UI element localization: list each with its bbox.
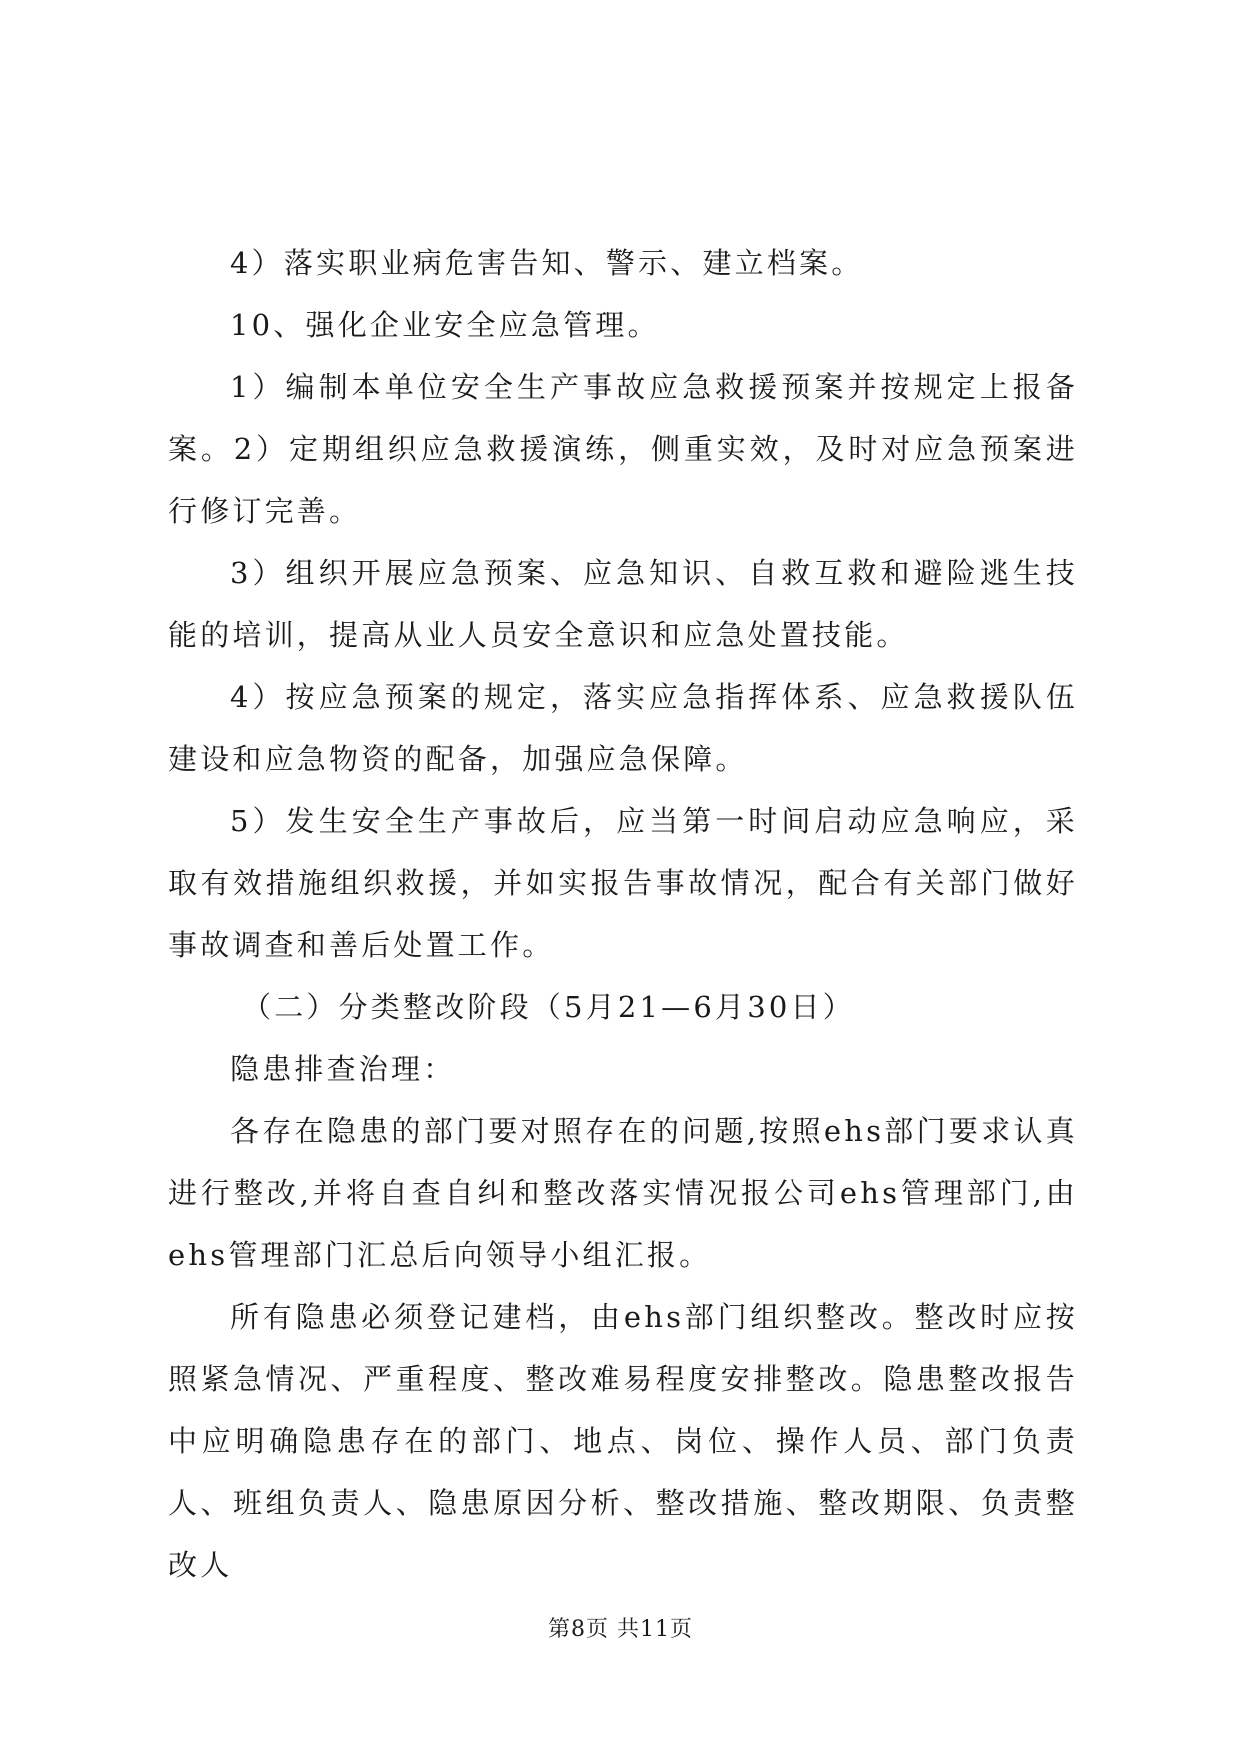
paragraph-department-rectification: 各存在隐患的部门要对照存在的问题,按照ehs部门要求认真进行整改,并将自查自纠和整改落实情况报公司ehs管理部门,由ehs管理部门汇总后向领导小组汇报。	[168, 1114, 1078, 1272]
paragraph-section-10-heading: 10、强化企业安全应急管理。	[230, 308, 660, 342]
paragraph-emergency-command: 4）按应急预案的规定，落实应急指挥体系、应急救援队伍建设和应急物资的配备，加强应急保障。	[168, 680, 1078, 776]
page-number-footer: 第8页 共11页	[548, 1617, 693, 1642]
paragraph-occupational-hazard: 4）落实职业病危害告知、警示、建立档案。	[230, 246, 864, 280]
paragraph-accident-response: 5）发生安全生产事故后，应当第一时间启动应急响应，采取有效措施组织救援，并如实报告事故情况，配合有关部门做好事故调查和善后处置工作。	[168, 804, 1078, 962]
paragraph-phase-two-heading: （二）分类整改阶段（5月21—6月30日）	[242, 990, 855, 1024]
paragraph-emergency-training: 3）组织开展应急预案、应急知识、自救互救和避险逃生技能的培训，提高从业人员安全意识和应急处置技能。	[168, 556, 1078, 652]
paragraph-hazard-registration: 所有隐患必须登记建档，由ehs部门组织整改。整改时应按照紧急情况、严重程度、整改难易程度安排整改。隐患整改报告中应明确隐患存在的部门、地点、岗位、操作人员、部门负责人、班组负责人、隐患原因分析、整改措施、整改期限、负责整改人	[168, 1300, 1078, 1582]
document-body	[168, 232, 1078, 1596]
paragraph-emergency-plan: 1）编制本单位安全生产事故应急救援预案并按规定上报备案。2）定期组织应急救援演练，侧重实效，及时对应急预案进行修订完善。	[168, 370, 1078, 528]
paragraph-hazard-heading: 隐患排查治理：	[230, 1052, 456, 1086]
